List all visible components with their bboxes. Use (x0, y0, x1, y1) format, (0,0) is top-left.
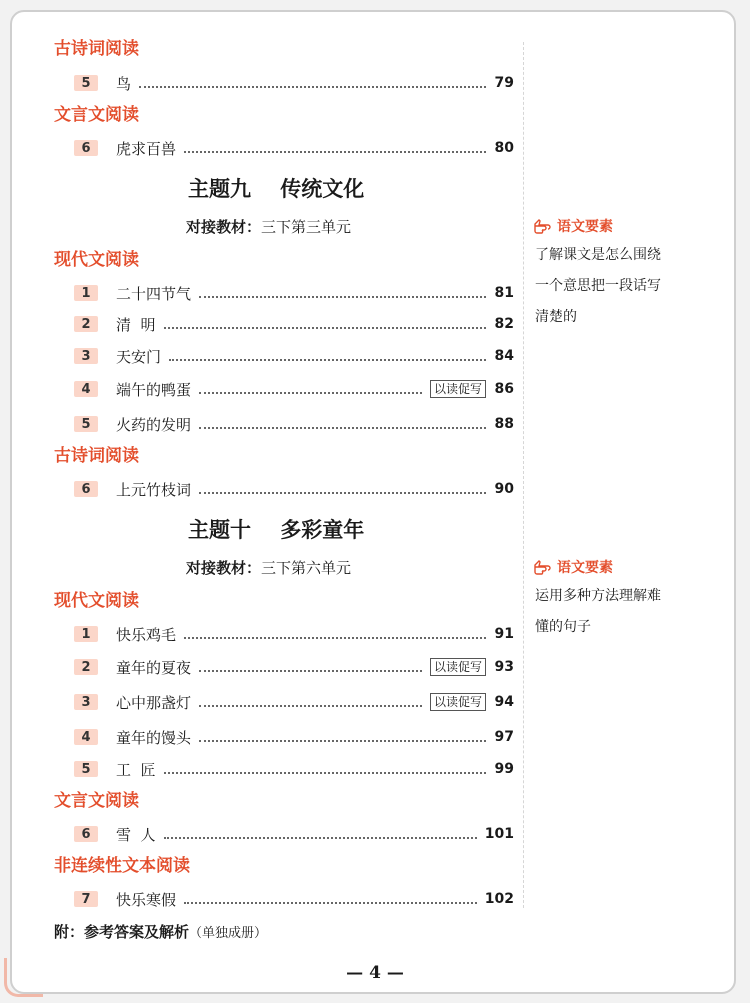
writing-badge: 以读促写 (430, 380, 486, 398)
entry-number: 5 (74, 75, 98, 91)
appendix-subnote: （单独成册） (189, 926, 268, 941)
sidebar-line: 了解课文是怎么围绕 (535, 247, 661, 263)
textbook-link (186, 216, 351, 237)
writing-badge: 以读促写 (430, 658, 486, 676)
category-heading: 古诗词阅读 (54, 39, 139, 59)
entry-title: 二十四节气 (116, 284, 192, 303)
dot-leader (184, 902, 477, 904)
entry-page: 97 (494, 729, 514, 745)
sidebar-line: 清楚的 (535, 309, 577, 325)
entry-page: 86 (494, 381, 514, 397)
writing-badge: 以读促写 (430, 693, 486, 711)
sidebar-line: 一个意思把一段话写 (535, 278, 661, 294)
entry-page: 81 (494, 285, 514, 301)
entry-title: 快乐鸡毛 (116, 625, 177, 644)
entry-page: 101 (484, 826, 514, 842)
category-heading: 非连续性文本阅读 (54, 856, 190, 876)
sidebar-line: 运用多种方法理解难 (535, 588, 661, 604)
sidebar-heading (533, 557, 613, 577)
entry-title: 上元竹枝词 (116, 480, 192, 499)
dot-leader (199, 392, 422, 394)
appendix-label: 附：参考答案及解析 (54, 923, 190, 941)
dot-leader (164, 837, 477, 839)
sidebar-heading-text: 语文要素 (557, 219, 613, 235)
entry-title: 端午的鸭蛋 (116, 380, 192, 399)
toc-entry[interactable] (74, 656, 514, 678)
entry-page: 102 (484, 891, 514, 907)
entry-page: 82 (494, 316, 514, 332)
entry-number: 1 (74, 626, 98, 642)
category-heading: 古诗词阅读 (54, 446, 139, 466)
entry-title: 火药的发明 (116, 415, 192, 434)
dot-leader (164, 327, 486, 329)
entry-title: 童年的夏夜 (116, 658, 192, 677)
entry-page: 79 (494, 75, 514, 91)
entry-title: 快乐寒假 (116, 890, 177, 909)
theme-title: 主题十 多彩童年 (188, 518, 365, 542)
toc-entry[interactable] (74, 478, 514, 500)
dot-leader (199, 492, 486, 494)
toc-entry[interactable] (74, 313, 514, 335)
toc-entry[interactable] (74, 623, 514, 645)
page-number: — 4 — (346, 963, 404, 983)
entry-number: 7 (74, 891, 98, 907)
sidebar-heading (533, 216, 613, 236)
entry-title: 天安门 (116, 347, 162, 366)
entry-page: 91 (494, 626, 514, 642)
dot-leader (184, 151, 486, 153)
textbook-label: 对接教材： (186, 559, 262, 577)
entry-number: 3 (74, 694, 98, 710)
dot-leader (199, 296, 486, 298)
entry-page: 93 (494, 659, 514, 675)
entry-number: 3 (74, 348, 98, 364)
entry-number: 4 (74, 729, 98, 745)
entry-page: 94 (494, 694, 514, 710)
entry-page: 88 (494, 416, 514, 432)
entry-number: 6 (74, 826, 98, 842)
entry-number: 1 (74, 285, 98, 301)
sidebar-line: 懂的句子 (535, 619, 591, 635)
toc-entry[interactable] (74, 72, 514, 94)
toc-entry[interactable] (74, 413, 514, 435)
toc-entry[interactable] (74, 378, 514, 400)
toc-entry[interactable] (74, 758, 514, 780)
dot-leader (199, 670, 422, 672)
sidebar-body (535, 240, 695, 333)
theme-title: 主题九 传统文化 (188, 177, 365, 201)
entry-page: 99 (494, 761, 514, 777)
toc-entry[interactable] (74, 345, 514, 367)
entry-number: 4 (74, 381, 98, 397)
entry-number: 5 (74, 761, 98, 777)
entry-title: 雪 人 (116, 825, 156, 844)
entry-title: 心中那盏灯 (116, 693, 192, 712)
category-heading: 文言文阅读 (54, 791, 139, 811)
entry-number: 6 (74, 140, 98, 156)
entry-title: 童年的馒头 (116, 728, 192, 747)
entry-number: 2 (74, 316, 98, 332)
dot-leader (184, 637, 486, 639)
entry-number: 6 (74, 481, 98, 497)
entry-title: 清 明 (116, 315, 156, 334)
entry-title: 工 匠 (116, 760, 156, 779)
toc-entry[interactable] (74, 726, 514, 748)
appendix-note (54, 921, 267, 942)
dot-leader (199, 427, 486, 429)
toc-entry[interactable] (74, 888, 514, 910)
entry-title: 虎求百兽 (116, 139, 177, 158)
category-heading: 文言文阅读 (54, 105, 139, 125)
textbook-label: 对接教材： (186, 218, 262, 236)
dot-leader (169, 359, 486, 361)
toc-entry[interactable] (74, 137, 514, 159)
dot-leader (199, 705, 422, 707)
entry-page: 84 (494, 348, 514, 364)
category-heading: 现代文阅读 (54, 591, 139, 611)
pointing-hand-icon (533, 218, 553, 234)
entry-page: 90 (494, 481, 514, 497)
dot-leader (164, 772, 486, 774)
dot-leader (139, 86, 486, 88)
toc-entry[interactable] (74, 282, 514, 304)
sidebar-heading-text: 语文要素 (557, 560, 613, 576)
dot-leader (199, 740, 486, 742)
pointing-hand-icon (533, 559, 553, 575)
entry-title: 鸟 (116, 74, 132, 93)
column-divider (523, 42, 524, 908)
entry-number: 2 (74, 659, 98, 675)
category-heading: 现代文阅读 (54, 250, 139, 270)
textbook-link (186, 557, 351, 578)
toc-entry[interactable] (74, 691, 514, 713)
entry-number: 5 (74, 416, 98, 432)
sidebar-body (535, 581, 695, 643)
toc-entry[interactable] (74, 823, 514, 845)
textbook-unit: 三下第六单元 (261, 559, 352, 577)
textbook-unit: 三下第三单元 (261, 218, 352, 236)
entry-page: 80 (494, 140, 514, 156)
